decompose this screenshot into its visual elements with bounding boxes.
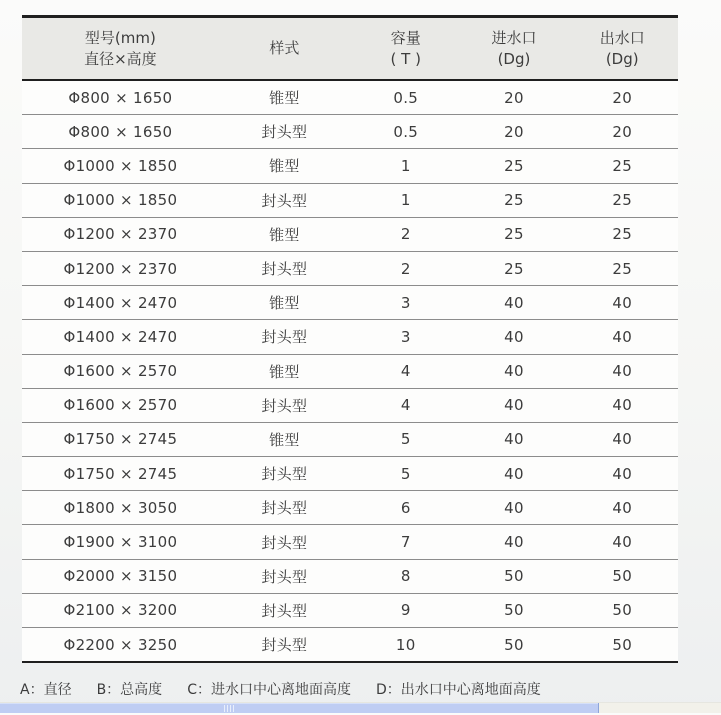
table-cell: 10 (350, 628, 462, 663)
column-header-line1: 出水口 (599, 28, 645, 47)
table-cell: 封头型 (219, 251, 350, 285)
table-cell: 封头型 (219, 491, 350, 525)
table-cell: 25 (462, 149, 567, 183)
table-row (22, 217, 678, 251)
column-header-line1: 型号(mm) (84, 28, 156, 47)
table-cell: 40 (462, 286, 567, 320)
table-cell: 4 (350, 388, 462, 422)
table-cell: 20 (566, 115, 678, 149)
column-header (219, 17, 350, 81)
column-header-line1: 样式 (269, 39, 300, 57)
column-header-line2: 直径×高度 (84, 49, 157, 68)
table-cell: 40 (566, 491, 678, 525)
table-cell: 锥型 (219, 354, 350, 388)
table-cell: 封头型 (219, 457, 350, 491)
table-cell: 6 (350, 491, 462, 525)
table-cell: 25 (462, 217, 567, 251)
table-cell: Φ2200 × 3250 (22, 628, 219, 663)
table-cell: 锥型 (219, 286, 350, 320)
table-cell: 50 (462, 559, 567, 593)
table-cell: 0.5 (350, 115, 462, 149)
table-cell: 25 (566, 251, 678, 285)
column-header (462, 17, 567, 81)
table-cell: 40 (566, 457, 678, 491)
table-cell: 40 (462, 320, 567, 354)
table-row (22, 320, 678, 354)
table-row (22, 593, 678, 627)
table-cell: 9 (350, 593, 462, 627)
table-cell: 40 (566, 525, 678, 559)
table-cell: 7 (350, 525, 462, 559)
table-cell: 2 (350, 251, 462, 285)
table-cell: Φ1750 × 2745 (22, 457, 219, 491)
column-header-line2: (Dg) (497, 49, 531, 68)
table-cell: 3 (350, 320, 462, 354)
column-header (350, 17, 462, 81)
table-cell: 25 (566, 149, 678, 183)
table-cell: 2 (350, 217, 462, 251)
table-body (22, 80, 678, 662)
table-cell: 40 (566, 388, 678, 422)
table-cell: 20 (462, 80, 567, 115)
column-header-line1: 进水口 (491, 28, 537, 47)
table-cell: 0.5 (350, 80, 462, 115)
table-cell: 封头型 (219, 320, 350, 354)
table-row (22, 422, 678, 456)
table-cell: 40 (566, 354, 678, 388)
table-cell: 40 (566, 320, 678, 354)
table-row (22, 149, 678, 183)
table-cell: 锥型 (219, 80, 350, 115)
table-row (22, 354, 678, 388)
legend-note: A：直径 (20, 682, 72, 698)
table-cell: Φ2000 × 3150 (22, 559, 219, 593)
table-cell: Φ1600 × 2570 (22, 388, 219, 422)
table-cell: 20 (566, 80, 678, 115)
table-cell: 50 (566, 593, 678, 627)
table-cell: 40 (462, 491, 567, 525)
legend-note: C：进水口中心离地面高度 (187, 682, 351, 698)
table-cell: Φ1400 × 2470 (22, 320, 219, 354)
table-cell: 封头型 (219, 525, 350, 559)
column-header-line2: ( T ) (390, 49, 421, 68)
table-cell: 40 (462, 388, 567, 422)
table-cell: Φ1750 × 2745 (22, 422, 219, 456)
table-cell: Φ1800 × 3050 (22, 491, 219, 525)
table-cell: Φ1200 × 2370 (22, 251, 219, 285)
table-cell: 封头型 (219, 115, 350, 149)
table-row (22, 80, 678, 115)
table-cell: 封头型 (219, 183, 350, 217)
table-cell: 40 (462, 457, 567, 491)
table-cell: 封头型 (219, 593, 350, 627)
table-cell: 锥型 (219, 422, 350, 456)
table-cell: 5 (350, 457, 462, 491)
table-row (22, 457, 678, 491)
spec-table (22, 15, 678, 663)
table-cell: Φ1400 × 2470 (22, 286, 219, 320)
table-cell: 封头型 (219, 559, 350, 593)
table-cell: 40 (462, 525, 567, 559)
table-cell: 50 (462, 628, 567, 663)
table-cell: Φ800 × 1650 (22, 115, 219, 149)
table-row (22, 286, 678, 320)
table-cell: 25 (566, 217, 678, 251)
table-cell: 锥型 (219, 149, 350, 183)
table-cell: Φ1600 × 2570 (22, 354, 219, 388)
table-row (22, 115, 678, 149)
table-cell: 8 (350, 559, 462, 593)
table-cell: 20 (462, 115, 567, 149)
table-cell: Φ1900 × 3100 (22, 525, 219, 559)
column-header-line2: (Dg) (605, 49, 639, 68)
table-row (22, 388, 678, 422)
legend-note: B：总高度 (96, 682, 163, 698)
table-cell: 1 (350, 149, 462, 183)
table-cell: Φ2100 × 3200 (22, 593, 219, 627)
scrollbar-grip-icon (224, 705, 235, 712)
table-cell: 锥型 (219, 217, 350, 251)
table-row (22, 559, 678, 593)
table-cell: 40 (566, 422, 678, 456)
table-cell: 封头型 (219, 388, 350, 422)
table-row (22, 183, 678, 217)
table-cell: 40 (566, 286, 678, 320)
table-cell: Φ800 × 1650 (22, 80, 219, 115)
table-cell: 4 (350, 354, 462, 388)
table-row (22, 251, 678, 285)
column-header (22, 17, 219, 81)
table-cell: 1 (350, 183, 462, 217)
table-cell: 50 (462, 593, 567, 627)
header-row (22, 17, 678, 81)
legend-note: D：出水口中心离地面高度 (375, 682, 541, 698)
table-cell: 40 (462, 422, 567, 456)
spec-table-grid (22, 15, 678, 663)
table-cell: 封头型 (219, 628, 350, 663)
column-header (566, 17, 678, 81)
table-cell: 25 (566, 183, 678, 217)
legend-notes (20, 679, 541, 699)
table-cell: 50 (566, 628, 678, 663)
table-header (22, 17, 678, 81)
table-cell: Φ1000 × 1850 (22, 149, 219, 183)
table-cell: 25 (462, 251, 567, 285)
table-row (22, 491, 678, 525)
table-cell: 5 (350, 422, 462, 456)
table-row (22, 628, 678, 663)
table-cell: 25 (462, 183, 567, 217)
table-cell: Φ1000 × 1850 (22, 183, 219, 217)
table-cell: 50 (566, 559, 678, 593)
table-row (22, 525, 678, 559)
table-cell: Φ1200 × 2370 (22, 217, 219, 251)
table-cell: 3 (350, 286, 462, 320)
column-header-line1: 容量 (390, 28, 421, 47)
table-cell: 40 (462, 354, 567, 388)
